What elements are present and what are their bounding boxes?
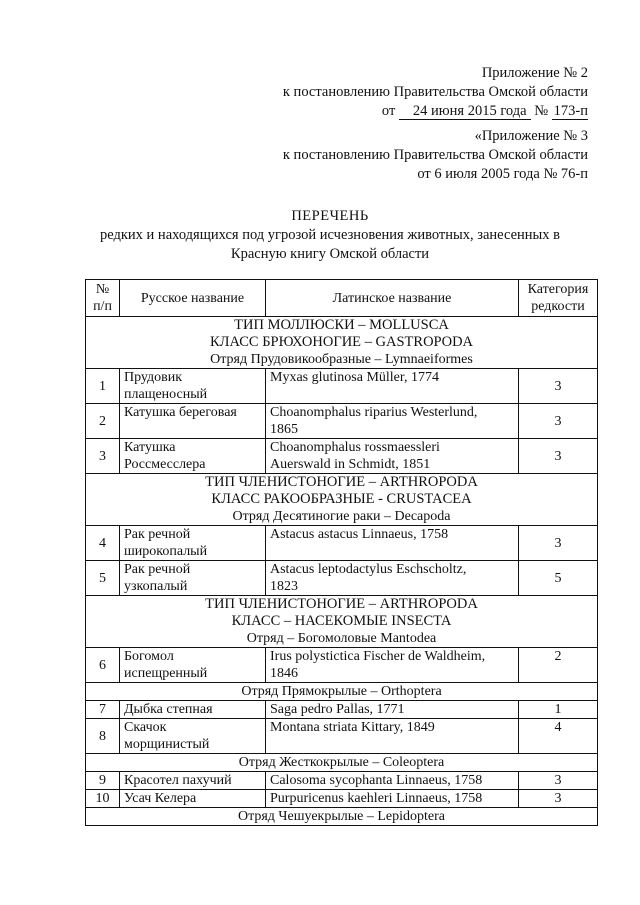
col-russian-header: Русское название [120,280,266,317]
table-row [86,526,598,561]
row-number: 10 [86,790,120,808]
latin-name: Calosoma sycophanta Linnaeus, 1758 [266,772,519,790]
order-row [86,808,598,826]
original-appendix-decree: к постановлению Правительства Омской области [282,147,588,163]
group-type: ТИП ЧЛЕНИСТОНОГИЕ – ARTHROPODA [205,596,478,612]
russian-name: Красотел пахучий [120,772,266,790]
latin-name: Myxas glutinosa Müller, 1774 [266,369,519,404]
row-number: 5 [86,561,120,596]
group-row [86,474,598,526]
col-latin-header: Латинское название [266,280,519,317]
table-row [86,369,598,404]
latin-name: Choanomphalus riparius Westerlund, 1865 [266,404,519,439]
row-number: 3 [86,439,120,474]
row-number: 7 [86,701,120,719]
document-title [60,207,600,264]
rarity-category: 3 [519,526,598,561]
latin-name: Montana striata Kittary, 1849 [266,719,519,754]
latin-name: Purpuricenus kaehleri Linnaeus, 1758 [266,790,519,808]
order-orthoptera: Отряд Прямокрылые – Orthoptera [86,683,598,701]
decree-number: 173-п [553,103,588,119]
original-appendix-header [283,127,588,184]
title-line-3: Красную книгу Омской области [230,246,430,262]
russian-name: Скачок морщинистый [120,719,266,754]
latin-name: Irus polystictica Fischer de Waldheim, 1846 [266,648,519,683]
number-prefix: № [534,103,549,119]
row-number: 8 [86,719,120,754]
row-number: 6 [86,648,120,683]
group-order: Отряд Прудовикообразные – Lymnaeiformes [210,352,473,367]
russian-name: Рак речной узкопалый [120,561,266,596]
group-order: Отряд – Богомоловые Mantodea [246,631,437,646]
russian-name: Катушка Россмесслера [120,439,266,474]
table-header-row [86,280,598,317]
date-prefix: от [381,103,396,119]
rarity-category: 1 [519,701,598,719]
group-class: КЛАСС РАКООБРАЗНЫЕ - CRUSTACEA [211,491,472,507]
group-class: КЛАСС БРЮХОНОГИЕ – GASTROPODA [209,334,474,350]
rarity-category: 3 [519,790,598,808]
russian-name: Прудовик плащеносный [120,369,266,404]
latin-name: Saga pedro Pallas, 1771 [266,701,519,719]
group-type: ТИП МОЛЛЮСКИ – MOLLUSCA [234,317,449,333]
col-category-header: Категория редкости [519,280,598,317]
title-main: ПЕРЕЧЕНЬ [291,208,369,224]
row-number: 1 [86,369,120,404]
group-class: КЛАСС – НАСЕКОМЫЕ INSECTA [231,613,452,629]
order-row [86,754,598,772]
appendix-date-line [283,102,588,121]
title-line-2: редких и находящихся под угрозой исчезновения животных, занесенных в [100,227,560,243]
appendix-header [283,64,588,121]
decree-date: 24 июня 2015 года [399,104,531,120]
rarity-category: 4 [519,719,598,754]
table-row [86,719,598,754]
row-number: 4 [86,526,120,561]
russian-name: Катушка береговая [120,404,266,439]
table-row [86,404,598,439]
order-coleoptera: Отряд Жесткокрылые – Coleoptera [86,754,598,772]
rarity-category: 3 [519,772,598,790]
table-row [86,561,598,596]
rarity-category: 3 [519,439,598,474]
rarity-category: 3 [519,404,598,439]
rarity-category: 5 [519,561,598,596]
col-num-header: № п/п [86,280,120,317]
appendix-decree: к постановлению Правительства Омской области [282,84,588,100]
table-row [86,648,598,683]
table-row [86,701,598,719]
table-row [86,439,598,474]
rarity-category: 3 [519,369,598,404]
original-appendix-number: «Приложение № 3 [474,128,588,144]
group-order: Отряд Десятиногие раки – Decapoda [232,509,451,524]
original-appendix-date: от 6 июля 2005 года № 76-п [417,166,588,182]
order-row [86,683,598,701]
russian-name: Дыбка степная [120,701,266,719]
group-row [86,317,598,369]
rarity-category: 2 [519,648,598,683]
row-number: 2 [86,404,120,439]
russian-name: Рак речной широкопалый [120,526,266,561]
latin-name: Astacus leptodactylus Eschscholtz, 1823 [266,561,519,596]
group-row [86,596,598,648]
russian-name: Богомол испещренный [120,648,266,683]
latin-name: Choanomphalus rossmaessleri Auerswald in Schmidt, 1851 [266,439,519,474]
appendix-number: Приложение № 2 [481,65,588,81]
table-row [86,790,598,808]
species-table [85,279,598,826]
row-number: 9 [86,772,120,790]
latin-name: Astacus astacus Linnaeus, 1758 [266,526,519,561]
order-lepidoptera: Отряд Чешуекрылые – Lepidoptera [86,808,598,826]
russian-name: Усач Келера [120,790,266,808]
group-type: ТИП ЧЛЕНИСТОНОГИЕ – ARTHROPODA [205,474,478,490]
table-row [86,772,598,790]
